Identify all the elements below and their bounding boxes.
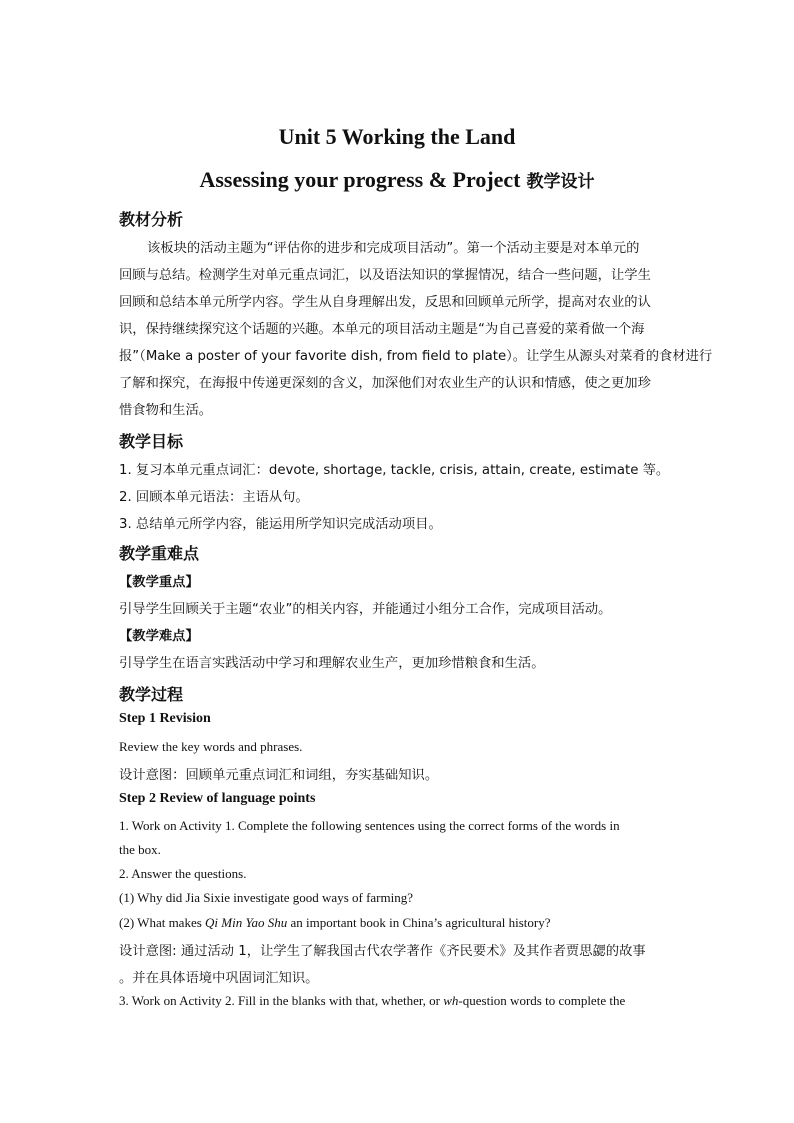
step1-title: Step 1 Revision bbox=[119, 711, 211, 726]
difficult-point-text: 引导学生在语言实践活动中学习和理解农业生产，更加珍惜粮食和生活。 bbox=[119, 656, 545, 671]
analysis-line-4: 识，保持继续探究这个话题的兴趣。本单元的项目活动主题是“为自己喜爱的菜肴做一个海 bbox=[119, 322, 645, 337]
analysis-line-3: 回顾和总结本单元所学内容。学生从自身理解出发，反思和回顾单元所学，提高对农业的认 bbox=[119, 295, 651, 310]
subtitle-cn: 教学设计 bbox=[526, 172, 595, 192]
step1-text: Review the key words and phrases. bbox=[119, 739, 303, 754]
analysis-line-6: 了解和探究，在海报中传递更深刻的含义，加深他们对农业生产的认识和情感，使之更加珍 bbox=[119, 376, 651, 391]
key-difficult-heading: 教学重难点 bbox=[119, 544, 200, 563]
page-subtitle bbox=[0, 167, 794, 193]
analysis-line-2: 回顾与总结。检测学生对单元重点词汇，以及语法知识的掌握情况，结合一些问题，让学生 bbox=[119, 268, 651, 283]
step2-item1-line2: the box. bbox=[119, 842, 161, 857]
key-point-text: 引导学生回顾关于主题“农业”的相关内容，并能通过小组分工合作，完成项目活动。 bbox=[119, 602, 612, 617]
process-heading: 教学过程 bbox=[119, 685, 184, 704]
step2-title: Step 2 Review of language points bbox=[119, 791, 316, 806]
step1-intent: 设计意图：回顾单元重点词汇和词组，夯实基础知识。 bbox=[119, 768, 439, 783]
step2-item1-line1: 1. Work on Activity 1. Complete the following sentences using the correct forms of the words in bbox=[119, 818, 620, 833]
step2-item3-post: -question words to complete the bbox=[458, 993, 626, 1008]
goal-item-3: 3. 总结单元所学内容，能运用所学知识完成活动项目。 bbox=[119, 517, 442, 532]
analysis-line-1: 该板块的活动主题为“评估你的进步和完成项目活动”。第一个活动主要是对本单元的 bbox=[147, 241, 640, 256]
key-point-label: 【教学重点】 bbox=[119, 575, 199, 590]
step2-item3-wh: wh bbox=[443, 993, 459, 1008]
analysis-line-7: 惜食物和生活。 bbox=[119, 403, 213, 418]
step2-item2: 2. Answer the questions. bbox=[119, 866, 247, 881]
page-title: Unit 5 Working the Land bbox=[278, 124, 516, 149]
step2-question-2 bbox=[119, 915, 550, 931]
goals-heading: 教学目标 bbox=[119, 432, 184, 451]
difficult-point-label: 【教学难点】 bbox=[119, 629, 199, 644]
step2-q2-post: an important book in China’s agricultural history? bbox=[287, 915, 551, 930]
step2-q2-book-title: Qi Min Yao Shu bbox=[205, 915, 288, 930]
subtitle-en: Assessing your progress & Project bbox=[199, 167, 521, 192]
analysis-heading: 教材分析 bbox=[119, 210, 184, 229]
step2-q2-pre: (2) What makes bbox=[119, 915, 206, 930]
step2-item3-pre: 3. Work on Activity 2. Fill in the blanks with that, whether, or bbox=[119, 993, 444, 1008]
analysis-line-5: 报”（Make a poster of your favorite dish, from field to plate）。让学生从源头对菜肴的食材进行 bbox=[119, 349, 713, 364]
goal-item-1: 1. 复习本单元重点词汇：devote, shortage, tackle, crisis, attain, create, estimate 等。 bbox=[119, 463, 670, 478]
step2-item3 bbox=[119, 993, 625, 1009]
step2-intent-line2: 。并在具体语境中巩固词汇知识。 bbox=[119, 971, 319, 986]
step2-question-1: (1) Why did Jia Sixie investigate good ways of farming? bbox=[119, 890, 414, 905]
step2-intent-line1: 设计意图: 通过活动 1，让学生了解我国古代农学著作《齐民要术》及其作者贾思勰的故事 bbox=[119, 944, 646, 959]
goal-item-2: 2. 回顾本单元语法：主语从句。 bbox=[119, 490, 309, 505]
